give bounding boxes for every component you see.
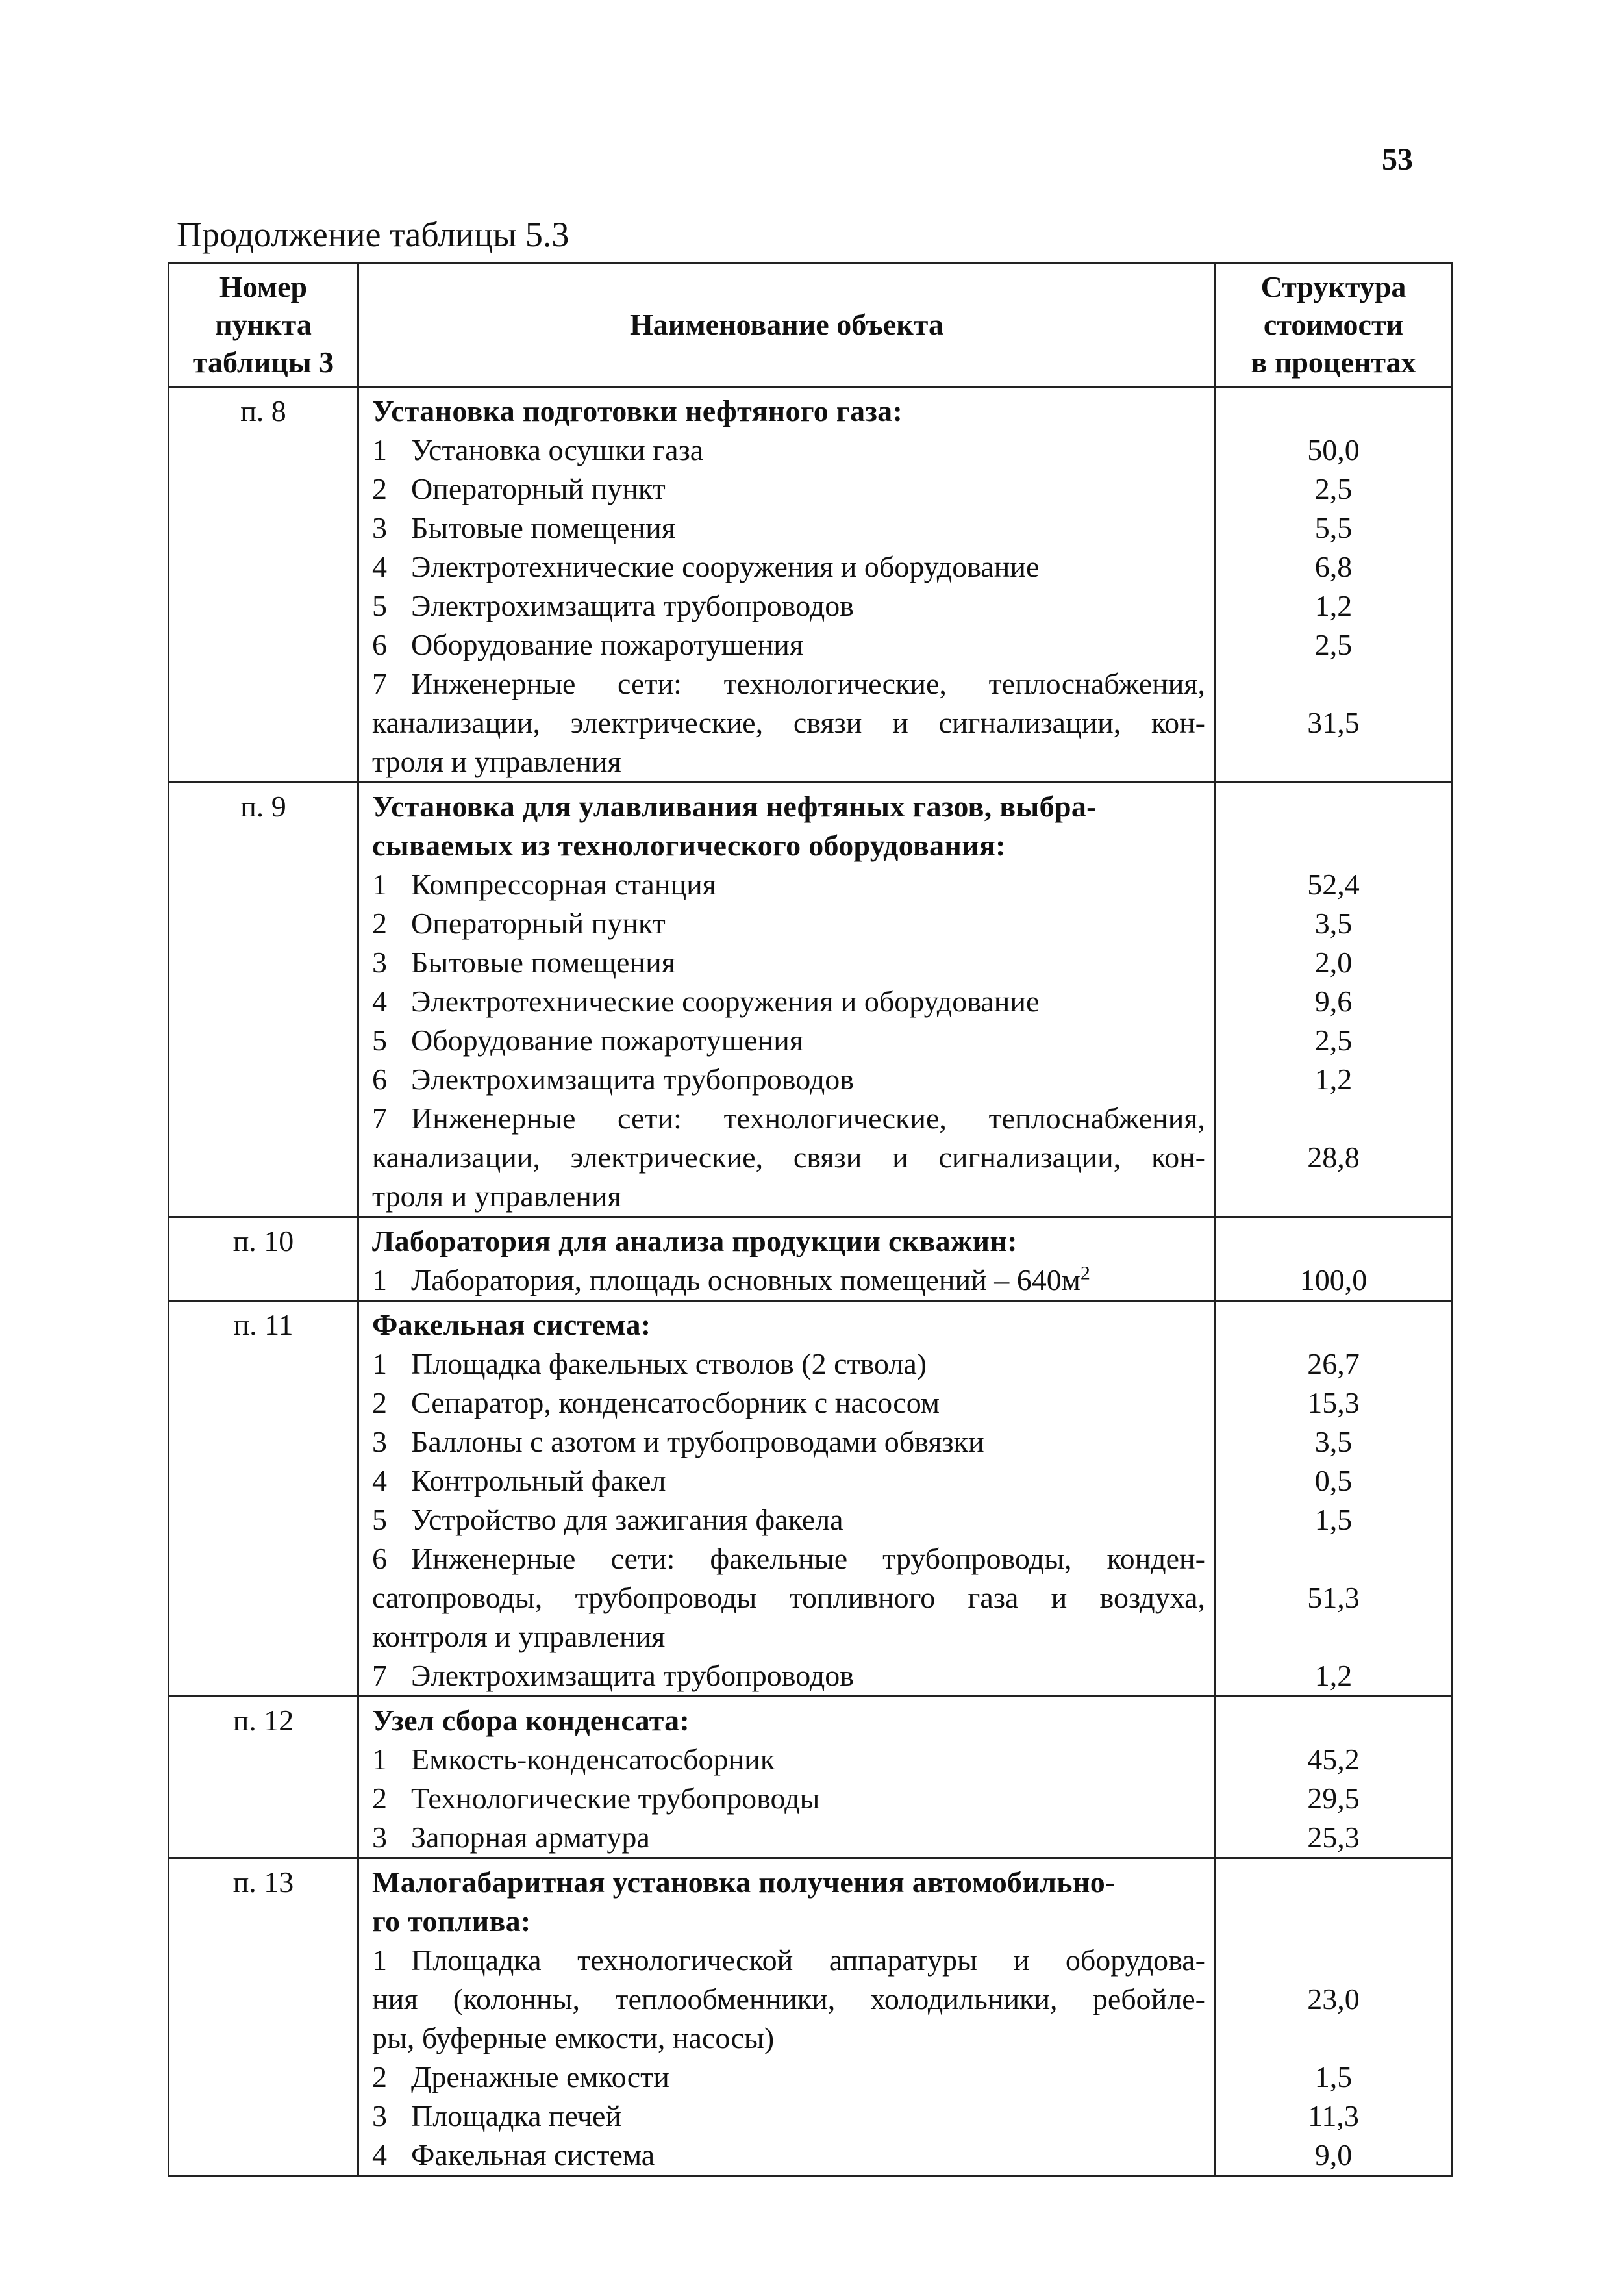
- item-text: Установка осушки газа: [411, 433, 704, 466]
- item-number: 3: [372, 946, 387, 979]
- value-spacer: [1228, 664, 1439, 703]
- group-number: п. 12: [169, 1697, 358, 1858]
- value-spacer: [1228, 787, 1439, 826]
- group-number: п. 10: [169, 1217, 358, 1301]
- item-text: Инженерные сети: технологические, теплоснабжения,: [411, 1102, 1205, 1135]
- item-text: Площадка факельных стволов (2 ствола): [411, 1347, 927, 1380]
- item-line: [372, 904, 1205, 943]
- value-spacer: [1228, 1099, 1439, 1138]
- item-value: 45,2: [1307, 1743, 1360, 1776]
- group-values: [1216, 1858, 1452, 2176]
- item-value: 29,5: [1307, 1782, 1360, 1815]
- item-line: [372, 625, 1205, 664]
- item-text: Технологические трубопроводы: [411, 1782, 820, 1815]
- item-number: 7: [372, 1102, 387, 1135]
- group-values: [1216, 1217, 1452, 1301]
- group-title: Лаборатория для анализа продукции скважин:: [372, 1224, 1018, 1257]
- cost-structure-table: [168, 262, 1453, 2177]
- item-number: 3: [372, 2099, 387, 2132]
- group-title: Малогабаритная установка получения автомобильно-: [372, 1865, 1116, 1899]
- item-value: 51,3: [1307, 1581, 1360, 1614]
- value-spacer: [1228, 1863, 1439, 1902]
- item-text: Операторный пункт: [411, 472, 666, 505]
- group-contents: [358, 1858, 1216, 2176]
- item-line: [372, 1617, 1205, 1656]
- item-value: 11,3: [1308, 2099, 1359, 2132]
- item-value: 100,0: [1299, 1263, 1368, 1296]
- item-number: 1: [372, 433, 387, 466]
- item-line: [372, 1384, 1205, 1422]
- item-text: сатопроводы, трубопроводы топливного газа и воздуха,: [372, 1581, 1205, 1614]
- header-line: стоимости: [1263, 308, 1404, 341]
- item-line: [372, 2136, 1205, 2175]
- value-spacer: [1228, 1539, 1439, 1578]
- item-text: Емкость-конденсатосборник: [411, 1743, 775, 1776]
- superscript: 2: [1080, 1262, 1090, 1284]
- item-text: Устройство для зажигания факела: [411, 1503, 843, 1536]
- group-values: [1216, 387, 1452, 783]
- item-line: [372, 1500, 1205, 1539]
- header-line: Номер: [219, 270, 308, 303]
- item-value: 3,5: [1314, 1425, 1353, 1458]
- item-number: 1: [372, 1347, 387, 1380]
- item-line: [372, 587, 1205, 625]
- group-number: п. 8: [169, 387, 358, 783]
- item-text: Дренажные емкости: [411, 2060, 669, 2093]
- item-line: [372, 1345, 1205, 1384]
- item-text: Запорная арматура: [411, 1821, 650, 1854]
- item-value: 9,6: [1314, 985, 1353, 1018]
- item-number: 6: [372, 1542, 387, 1575]
- header-line: пункта: [215, 308, 312, 341]
- item-line: [372, 1656, 1205, 1695]
- item-line: [372, 1177, 1205, 1216]
- item-number: 4: [372, 985, 387, 1018]
- value-spacer: [1228, 1701, 1439, 1740]
- item-value: 2,0: [1314, 946, 1353, 979]
- group-contents: [358, 387, 1216, 783]
- item-text: троля и управления: [372, 745, 621, 778]
- item-line: [372, 470, 1205, 509]
- item-value: 26,7: [1307, 1347, 1360, 1380]
- group-number: п. 11: [169, 1301, 358, 1697]
- item-value: 6,8: [1314, 550, 1353, 583]
- item-line: [372, 2097, 1205, 2136]
- item-line: [372, 1021, 1205, 1060]
- item-text: ния (колонны, теплообменники, холодильники, ребойле-: [372, 1982, 1205, 2015]
- item-number: 3: [372, 511, 387, 544]
- item-value: 0,5: [1314, 1464, 1353, 1497]
- value-spacer: [1228, 1902, 1439, 1941]
- item-value: 3,5: [1314, 907, 1353, 940]
- header-item-number: [169, 263, 358, 387]
- group-number: п. 9: [169, 783, 358, 1217]
- item-line: [372, 943, 1205, 982]
- group-contents: [358, 1697, 1216, 1858]
- item-number: 1: [372, 1263, 387, 1296]
- table-header-row: [169, 263, 1452, 387]
- item-number: 2: [372, 472, 387, 505]
- item-line: [372, 1740, 1205, 1779]
- table-group-row: [169, 1301, 1452, 1697]
- item-line: [372, 1941, 1205, 1980]
- group-contents: [358, 783, 1216, 1217]
- item-line: [372, 1422, 1205, 1461]
- item-text: Электрохимзащита трубопроводов: [411, 1063, 855, 1096]
- item-value: 25,3: [1307, 1821, 1360, 1854]
- item-number: 5: [372, 1503, 387, 1536]
- header-object-name: Наименование объекта: [358, 263, 1216, 387]
- item-text: Компрессорная станция: [411, 868, 716, 901]
- item-text: контроля и управления: [372, 1620, 666, 1653]
- item-number: 1: [372, 1943, 387, 1977]
- header-line: таблицы 3: [192, 346, 334, 379]
- item-number: 5: [372, 1024, 387, 1057]
- item-value: 1,2: [1314, 589, 1353, 622]
- group-title: Факельная система:: [372, 1308, 651, 1341]
- item-value: 1,5: [1314, 2060, 1353, 2093]
- group-contents: [358, 1217, 1216, 1301]
- item-line: [372, 1818, 1205, 1857]
- table-caption: Продолжение таблицы 5.3: [177, 215, 569, 254]
- item-line: [372, 742, 1205, 781]
- item-text: Инженерные сети: факельные трубопроводы, конден-: [411, 1542, 1205, 1575]
- value-spacer: [1228, 742, 1439, 781]
- item-text: Операторный пункт: [411, 907, 666, 940]
- header-cost-structure: [1216, 263, 1452, 387]
- item-text: троля и управления: [372, 1180, 621, 1213]
- table-group-row: [169, 1217, 1452, 1301]
- group-title: Установка подготовки нефтяного газа:: [372, 394, 903, 427]
- item-line: [372, 1578, 1205, 1617]
- item-number: 7: [372, 1659, 387, 1692]
- group-values: [1216, 1301, 1452, 1697]
- item-number: 5: [372, 589, 387, 622]
- item-line: [372, 2058, 1205, 2097]
- value-spacer: [1228, 2019, 1439, 2058]
- item-value: 2,5: [1314, 472, 1353, 505]
- item-number: 2: [372, 2060, 387, 2093]
- item-line: [372, 664, 1205, 703]
- item-line: [372, 1779, 1205, 1818]
- item-text: Электрохимзащита трубопроводов: [411, 589, 855, 622]
- group-title: сываемых из технологического оборудования:: [372, 829, 1006, 862]
- table-group-row: [169, 387, 1452, 783]
- item-line: [372, 1099, 1205, 1138]
- item-line: [372, 1060, 1205, 1099]
- item-value: 15,3: [1307, 1386, 1360, 1419]
- item-text: Электротехнические сооружения и оборудование: [411, 985, 1040, 1018]
- item-text: Баллоны с азотом и трубопроводами обвязки: [411, 1425, 984, 1458]
- item-value: 28,8: [1307, 1141, 1360, 1174]
- header-line: Структура: [1260, 270, 1406, 303]
- item-number: 1: [372, 868, 387, 901]
- table-group-row: [169, 1697, 1452, 1858]
- header-line: в процентах: [1251, 346, 1416, 379]
- item-value: 52,4: [1307, 868, 1360, 901]
- item-line: [372, 1138, 1205, 1177]
- value-spacer: [1228, 1617, 1439, 1656]
- item-text: Оборудование пожаротушения: [411, 628, 803, 661]
- group-values: [1216, 1697, 1452, 1858]
- value-spacer: [1228, 1941, 1439, 1980]
- value-spacer: [1228, 1177, 1439, 1216]
- item-line: [372, 2019, 1205, 2058]
- item-line: [372, 865, 1205, 904]
- item-value: 1,2: [1314, 1063, 1353, 1096]
- item-line: [372, 1461, 1205, 1500]
- item-number: 1: [372, 1743, 387, 1776]
- item-line: [372, 982, 1205, 1021]
- item-value: 50,0: [1307, 433, 1360, 466]
- group-title: Установка для улавливания нефтяных газов, выбра-: [372, 790, 1097, 823]
- item-number: 6: [372, 1063, 387, 1096]
- item-text: Бытовые помещения: [411, 511, 675, 544]
- item-text: Бытовые помещения: [411, 946, 675, 979]
- item-text: ры, буферные емкости, насосы): [372, 2021, 775, 2054]
- item-value: 9,0: [1314, 2138, 1353, 2171]
- item-text: Лаборатория, площадь основных помещений – 640м: [411, 1263, 1081, 1296]
- item-line: [372, 548, 1205, 587]
- item-text: Площадка печей: [411, 2099, 622, 2132]
- item-value: 5,5: [1314, 511, 1353, 544]
- group-contents: [358, 1301, 1216, 1697]
- item-text: Сепаратор, конденсатосборник с насосом: [411, 1386, 940, 1419]
- item-line: [372, 509, 1205, 548]
- item-text: Площадка технологической аппаратуры и оборудова-: [411, 1943, 1205, 1977]
- group-values: [1216, 783, 1452, 1217]
- value-spacer: [1228, 826, 1439, 865]
- item-line: [372, 431, 1205, 470]
- item-line: [372, 1980, 1205, 2019]
- value-spacer: [1228, 1222, 1439, 1261]
- table-group-row: [169, 783, 1452, 1217]
- group-title: го топлива:: [372, 1904, 531, 1938]
- item-value: 2,5: [1314, 628, 1353, 661]
- table-group-row: [169, 1858, 1452, 2176]
- item-number: 2: [372, 1782, 387, 1815]
- item-number: 3: [372, 1425, 387, 1458]
- item-text: Оборудование пожаротушения: [411, 1024, 803, 1057]
- item-text: Электрохимзащита трубопроводов: [411, 1659, 855, 1692]
- item-number: 3: [372, 1821, 387, 1854]
- group-number: п. 13: [169, 1858, 358, 2176]
- item-value: 1,2: [1314, 1659, 1353, 1692]
- group-title: Узел сбора конденсата:: [372, 1704, 690, 1737]
- item-line: [372, 1261, 1205, 1300]
- item-number: 2: [372, 1386, 387, 1419]
- item-value: 31,5: [1307, 706, 1360, 739]
- item-value: 1,5: [1314, 1503, 1353, 1536]
- item-text: Факельная система: [411, 2138, 655, 2171]
- item-number: 4: [372, 1464, 387, 1497]
- item-number: 4: [372, 2138, 387, 2171]
- item-number: 4: [372, 550, 387, 583]
- value-spacer: [1228, 1306, 1439, 1345]
- item-value: 23,0: [1307, 1982, 1360, 2015]
- item-text: канализации, электрические, связи и сигнализации, кон-: [372, 706, 1205, 739]
- item-value: 2,5: [1314, 1024, 1353, 1057]
- item-text: Контрольный факел: [411, 1464, 666, 1497]
- item-text: канализации, электрические, связи и сигнализации, кон-: [372, 1141, 1205, 1174]
- item-number: 6: [372, 628, 387, 661]
- page-number: 53: [1382, 142, 1413, 177]
- item-line: [372, 703, 1205, 742]
- item-text: Инженерные сети: технологические, теплоснабжения,: [411, 667, 1205, 700]
- item-number: 7: [372, 667, 387, 700]
- value-spacer: [1228, 392, 1439, 431]
- item-line: [372, 1539, 1205, 1578]
- item-number: 2: [372, 907, 387, 940]
- item-text: Электротехнические сооружения и оборудование: [411, 550, 1040, 583]
